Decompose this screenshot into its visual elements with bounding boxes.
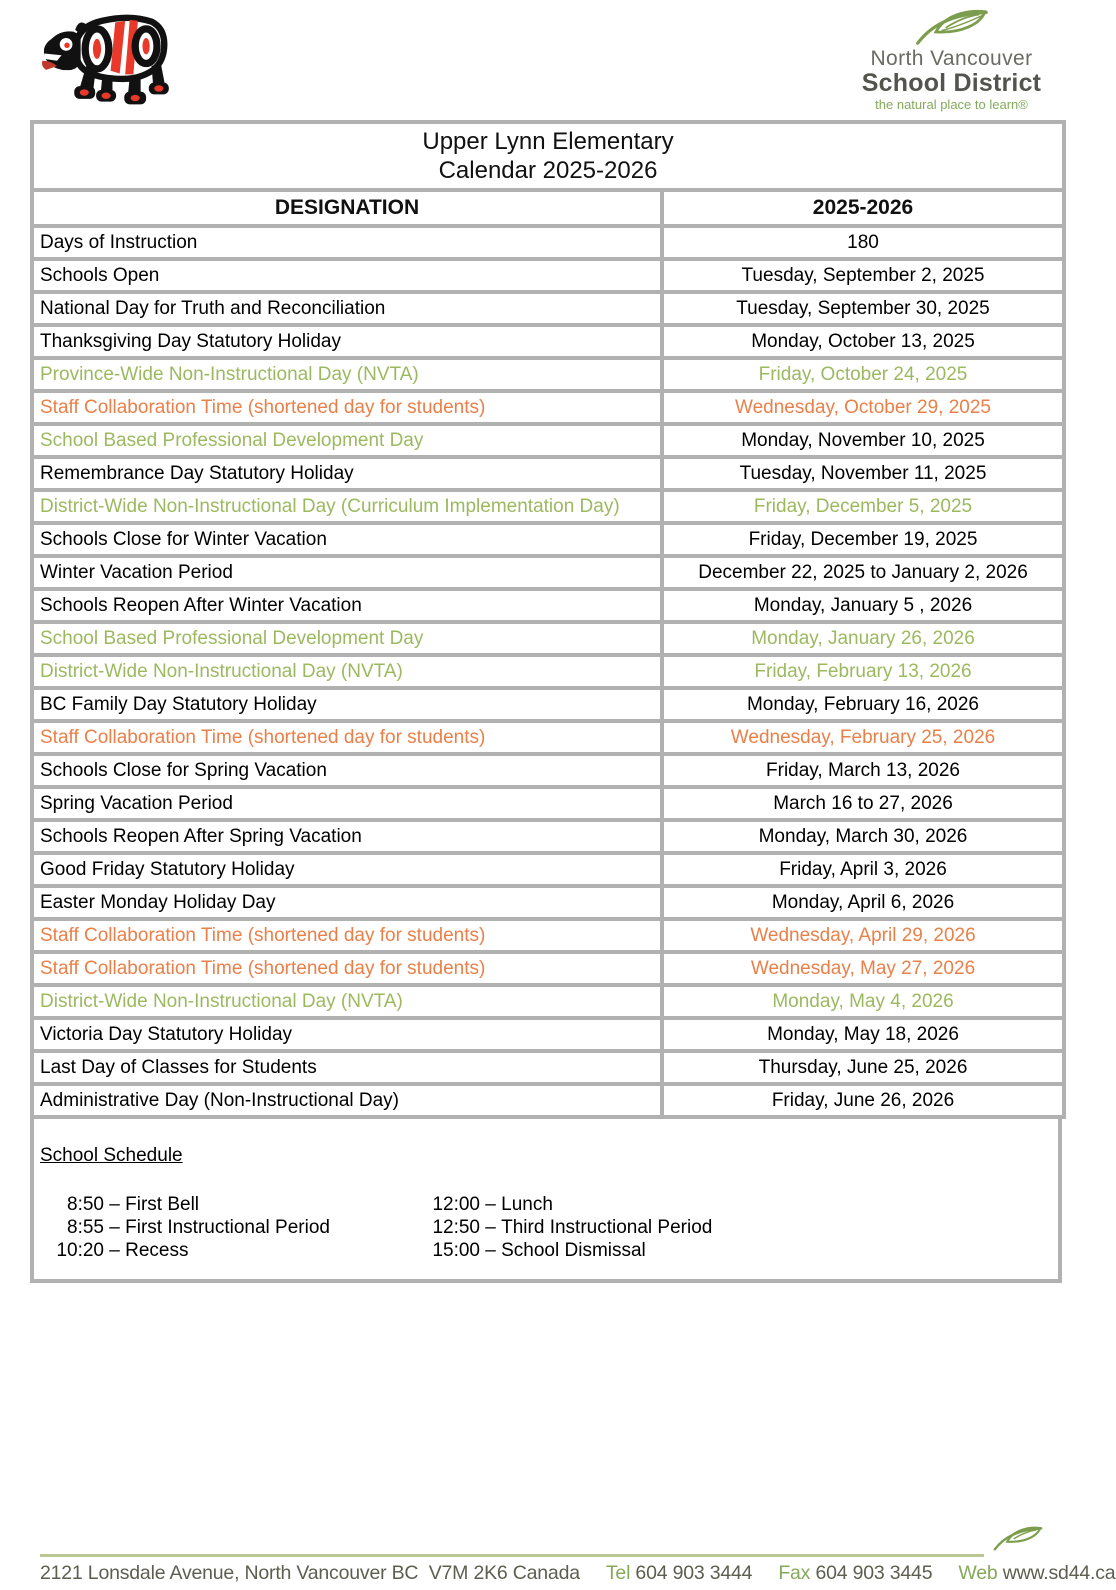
calendar-row	[32, 292, 1064, 325]
school-schedule-section	[30, 1115, 1062, 1283]
year-header: 2025-2026	[662, 190, 1064, 226]
designation-cell: Province-Wide Non-Instructional Day (NVTA)	[32, 358, 662, 391]
date-cell: Friday, March 13, 2026	[662, 754, 1064, 787]
designation-cell: Schools Close for Winter Vacation	[32, 523, 662, 556]
schedule-item: 10:20 – Recess	[56, 1240, 189, 1261]
calendar-row	[32, 589, 1064, 622]
date-cell: Friday, June 26, 2026	[662, 1084, 1064, 1117]
designation-cell: District-Wide Non-Instructional Day (Curriculum Implementation Day)	[32, 490, 662, 523]
date-cell: 180	[662, 226, 1064, 259]
calendar-row	[32, 1018, 1064, 1051]
calendar-row	[32, 886, 1064, 919]
masthead	[0, 0, 1116, 120]
schedule-item: 8:55 – First Instructional Period	[67, 1217, 330, 1238]
fax-label: Fax	[778, 1562, 811, 1584]
date-cell: Monday, January 5 , 2026	[662, 589, 1064, 622]
calendar-row	[32, 226, 1064, 259]
date-cell: Monday, May 4, 2026	[662, 985, 1064, 1018]
designation-cell: Staff Collaboration Time (shortened day for students)	[32, 391, 662, 424]
designation-cell: Schools Reopen After Winter Vacation	[32, 589, 662, 622]
date-cell: Friday, April 3, 2026	[662, 853, 1064, 886]
calendar-table	[30, 120, 1066, 1119]
school-name: Upper Lynn Elementary	[422, 128, 674, 155]
designation-cell: Staff Collaboration Time (shortened day for students)	[32, 952, 662, 985]
date-cell: Friday, October 24, 2025	[662, 358, 1064, 391]
web-url: www.sd44.ca	[1002, 1562, 1116, 1584]
schedule-left	[40, 1193, 430, 1262]
designation-cell: Thanksgiving Day Statutory Holiday	[32, 325, 662, 358]
date-cell: Wednesday, April 29, 2026	[662, 919, 1064, 952]
calendar-row	[32, 919, 1064, 952]
calendar-row	[32, 1051, 1064, 1084]
date-cell: Monday, March 30, 2026	[662, 820, 1064, 853]
designation-cell: Schools Close for Spring Vacation	[32, 754, 662, 787]
date-cell: Friday, December 19, 2025	[662, 523, 1064, 556]
designation-cell: Last Day of Classes for Students	[32, 1051, 662, 1084]
calendar-row	[32, 622, 1064, 655]
calendar-row	[32, 259, 1064, 292]
calendar-row	[32, 325, 1064, 358]
calendar-title	[32, 122, 1064, 190]
designation-cell: Good Friday Statutory Holiday	[32, 853, 662, 886]
designation-cell: BC Family Day Statutory Holiday	[32, 688, 662, 721]
designation-cell: Remembrance Day Statutory Holiday	[32, 457, 662, 490]
date-cell: Monday, November 10, 2025	[662, 424, 1064, 457]
designation-cell: Schools Reopen After Spring Vacation	[32, 820, 662, 853]
date-cell: Thursday, June 25, 2026	[662, 1051, 1064, 1084]
calendar-row	[32, 523, 1064, 556]
calendar-row	[32, 556, 1064, 589]
schedule-item: 12:50 – Third Instructional Period	[432, 1217, 713, 1238]
tel-number: 604 903 3444	[635, 1562, 753, 1584]
calendar-row	[32, 820, 1064, 853]
calendar-title-row	[32, 122, 1064, 190]
calendar-row	[32, 754, 1064, 787]
date-cell: Monday, February 16, 2026	[662, 688, 1064, 721]
schedule-right	[430, 1193, 712, 1262]
date-cell: Wednesday, October 29, 2025	[662, 391, 1064, 424]
leaf-icon	[909, 4, 995, 46]
bear-crest-icon	[38, 8, 176, 108]
designation-cell: School Based Professional Development Day	[32, 622, 662, 655]
designation-cell: Staff Collaboration Time (shortened day for students)	[32, 721, 662, 754]
calendar-row	[32, 358, 1064, 391]
schedule-item: 12:00 – Lunch	[432, 1194, 553, 1215]
district-logo	[859, 4, 1044, 114]
date-cell: December 22, 2025 to January 2, 2026	[662, 556, 1064, 589]
schedule-columns	[40, 1193, 1048, 1262]
designation-cell: Easter Monday Holiday Day	[32, 886, 662, 919]
calendar-row	[32, 457, 1064, 490]
calendar-year-title: Calendar 2025-2026	[438, 157, 658, 184]
designation-cell: Victoria Day Statutory Holiday	[32, 1018, 662, 1051]
designation-cell: Days of Instruction	[32, 226, 662, 259]
calendar-table-body	[32, 226, 1064, 1117]
calendar-row	[32, 985, 1064, 1018]
calendar-row	[32, 490, 1064, 523]
designation-cell: Spring Vacation Period	[32, 787, 662, 820]
calendar-row	[32, 853, 1064, 886]
designation-cell: National Day for Truth and Reconciliation	[32, 292, 662, 325]
designation-header: DESIGNATION	[32, 190, 662, 226]
district-name-line1: North Vancouver	[870, 47, 1033, 70]
designation-cell: Staff Collaboration Time (shortened day for students)	[32, 919, 662, 952]
date-cell: Monday, January 26, 2026	[662, 622, 1064, 655]
calendar-row	[32, 1084, 1064, 1117]
calendar-row	[32, 952, 1064, 985]
date-cell: Monday, April 6, 2026	[662, 886, 1064, 919]
date-cell: Monday, May 18, 2026	[662, 1018, 1064, 1051]
designation-cell: District-Wide Non-Instructional Day (NVTA)	[32, 655, 662, 688]
designation-cell: School Based Professional Development Day	[32, 424, 662, 457]
leaf-icon	[992, 1522, 1044, 1552]
date-cell: Tuesday, September 2, 2025	[662, 259, 1064, 292]
calendar-header-row	[32, 190, 1064, 226]
footer	[0, 1520, 1116, 1590]
calendar-row	[32, 787, 1064, 820]
designation-cell: Schools Open	[32, 259, 662, 292]
designation-cell: District-Wide Non-Instructional Day (NVTA)	[32, 985, 662, 1018]
calendar-row	[32, 391, 1064, 424]
designation-cell: Winter Vacation Period	[32, 556, 662, 589]
district-tagline: the natural place to learn®	[875, 97, 1028, 112]
date-cell: Friday, February 13, 2026	[662, 655, 1064, 688]
date-cell: Monday, October 13, 2025	[662, 325, 1064, 358]
date-cell: Wednesday, May 27, 2026	[662, 952, 1064, 985]
designation-cell: Administrative Day (Non-Instructional Day)	[32, 1084, 662, 1117]
calendar-row	[32, 721, 1064, 754]
schedule-item: 15:00 – School Dismissal	[432, 1240, 646, 1261]
date-cell: March 16 to 27, 2026	[662, 787, 1064, 820]
calendar-row	[32, 655, 1064, 688]
footer-contact	[40, 1562, 1115, 1585]
date-cell: Tuesday, September 30, 2025	[662, 292, 1064, 325]
calendar-row	[32, 424, 1064, 457]
fax-number: 604 903 3445	[815, 1562, 933, 1584]
date-cell: Friday, December 5, 2025	[662, 490, 1064, 523]
schedule-heading: School Schedule	[40, 1145, 183, 1166]
district-name-line2: School District	[861, 69, 1042, 97]
web-label: Web	[958, 1562, 998, 1584]
schedule-item: 8:50 – First Bell	[67, 1194, 200, 1215]
footer-divider	[40, 1554, 984, 1557]
district-address: 2121 Lonsdale Avenue, North Vancouver BC V7M 2K6 Canada	[40, 1562, 580, 1584]
calendar-row	[32, 688, 1064, 721]
tel-label: Tel	[605, 1562, 631, 1584]
date-cell: Tuesday, November 11, 2025	[662, 457, 1064, 490]
date-cell: Wednesday, February 25, 2026	[662, 721, 1064, 754]
